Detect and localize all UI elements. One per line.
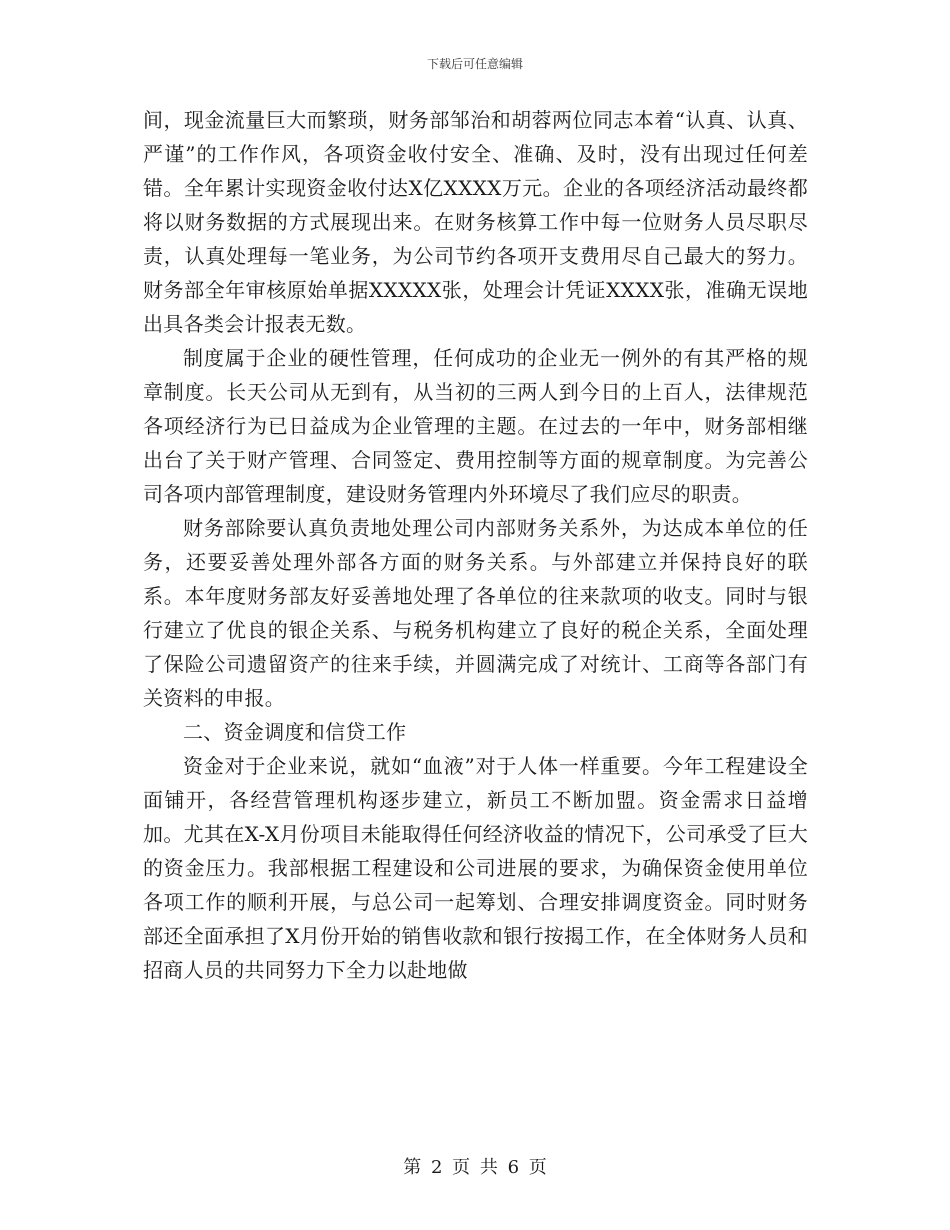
paragraph-1: 间，现金流量巨大而繁琐，财务部邹治和胡蓉两位同志本着“认真、认真、严谨”的工作作风，各项资金收付安全、准确、及时，没有出现过任何差错。全年累计实现资金收付达X亿XXXX万元。企业的各项经济活动最终都将以财务数据的方式展现出来。在财务核算工作中每一位财务人员尽职尽责，认真处理每一笔业务，为公司节约各项开支费用尽自己最大的努力。财务部全年审核原始单据XXXXX张，处理会计凭证XXXX张，准确无误地出具各类会计报表无数。: [143, 108, 808, 336]
paragraph-3: 财务部除要认真负责地处理公司内部财务关系外，为达成本单位的任务，还要妥善处理外部各方面的财务关系。与外部建立并保持良好的联系。本年度财务部友好妥善地处理了各单位的往来款项的收支。同时与银行建立了优良的银企关系、与税务机构建立了良好的税企关系，全面处理了保险公司遗留资产的往来手续，并圆满完成了对统计、工商等各部门有关资料的申报。: [143, 516, 808, 710]
page-number-footer: 第 2 页 共 6 页: [403, 1157, 547, 1178]
page-header-note: 下载后可任意编辑: [426, 57, 523, 71]
section-heading: 二、资金调度和信贷工作: [183, 720, 407, 744]
paragraph-4: 资金对于企业来说，就如“血液”对于人体一样重要。今年工程建设全面铺开，各经营管理机构逐步建立，新员工不断加盟。资金需求日益增加。尤其在X-X月份项目未能取得任何经济收益的情况下，公司承受了巨大的资金压力。我部根据工程建设和公司进展的要求，为确保资金使用单位各项工作的顺利开展，与总公司一起筹划、合理安排调度资金。同时财务部还全面承担了X月份开始的销售收款和银行按揭工作，在全体财务人员和招商人员的共同努力下全力以赴地做: [143, 754, 808, 982]
document-body: [143, 103, 808, 987]
paragraph-2: 制度属于企业的硬性管理，任何成功的企业无一例外的有其严格的规章制度。长天公司从无到有，从当初的三两人到今日的上百人，法律规范各项经济行为已日益成为企业管理的主题。在过去的一年中，财务部相继出台了关于财产管理、合同签定、费用控制等方面的规章制度。为完善公司各项内部管理制度，建设财务管理内外环境尽了我们应尽的职责。: [143, 346, 808, 506]
